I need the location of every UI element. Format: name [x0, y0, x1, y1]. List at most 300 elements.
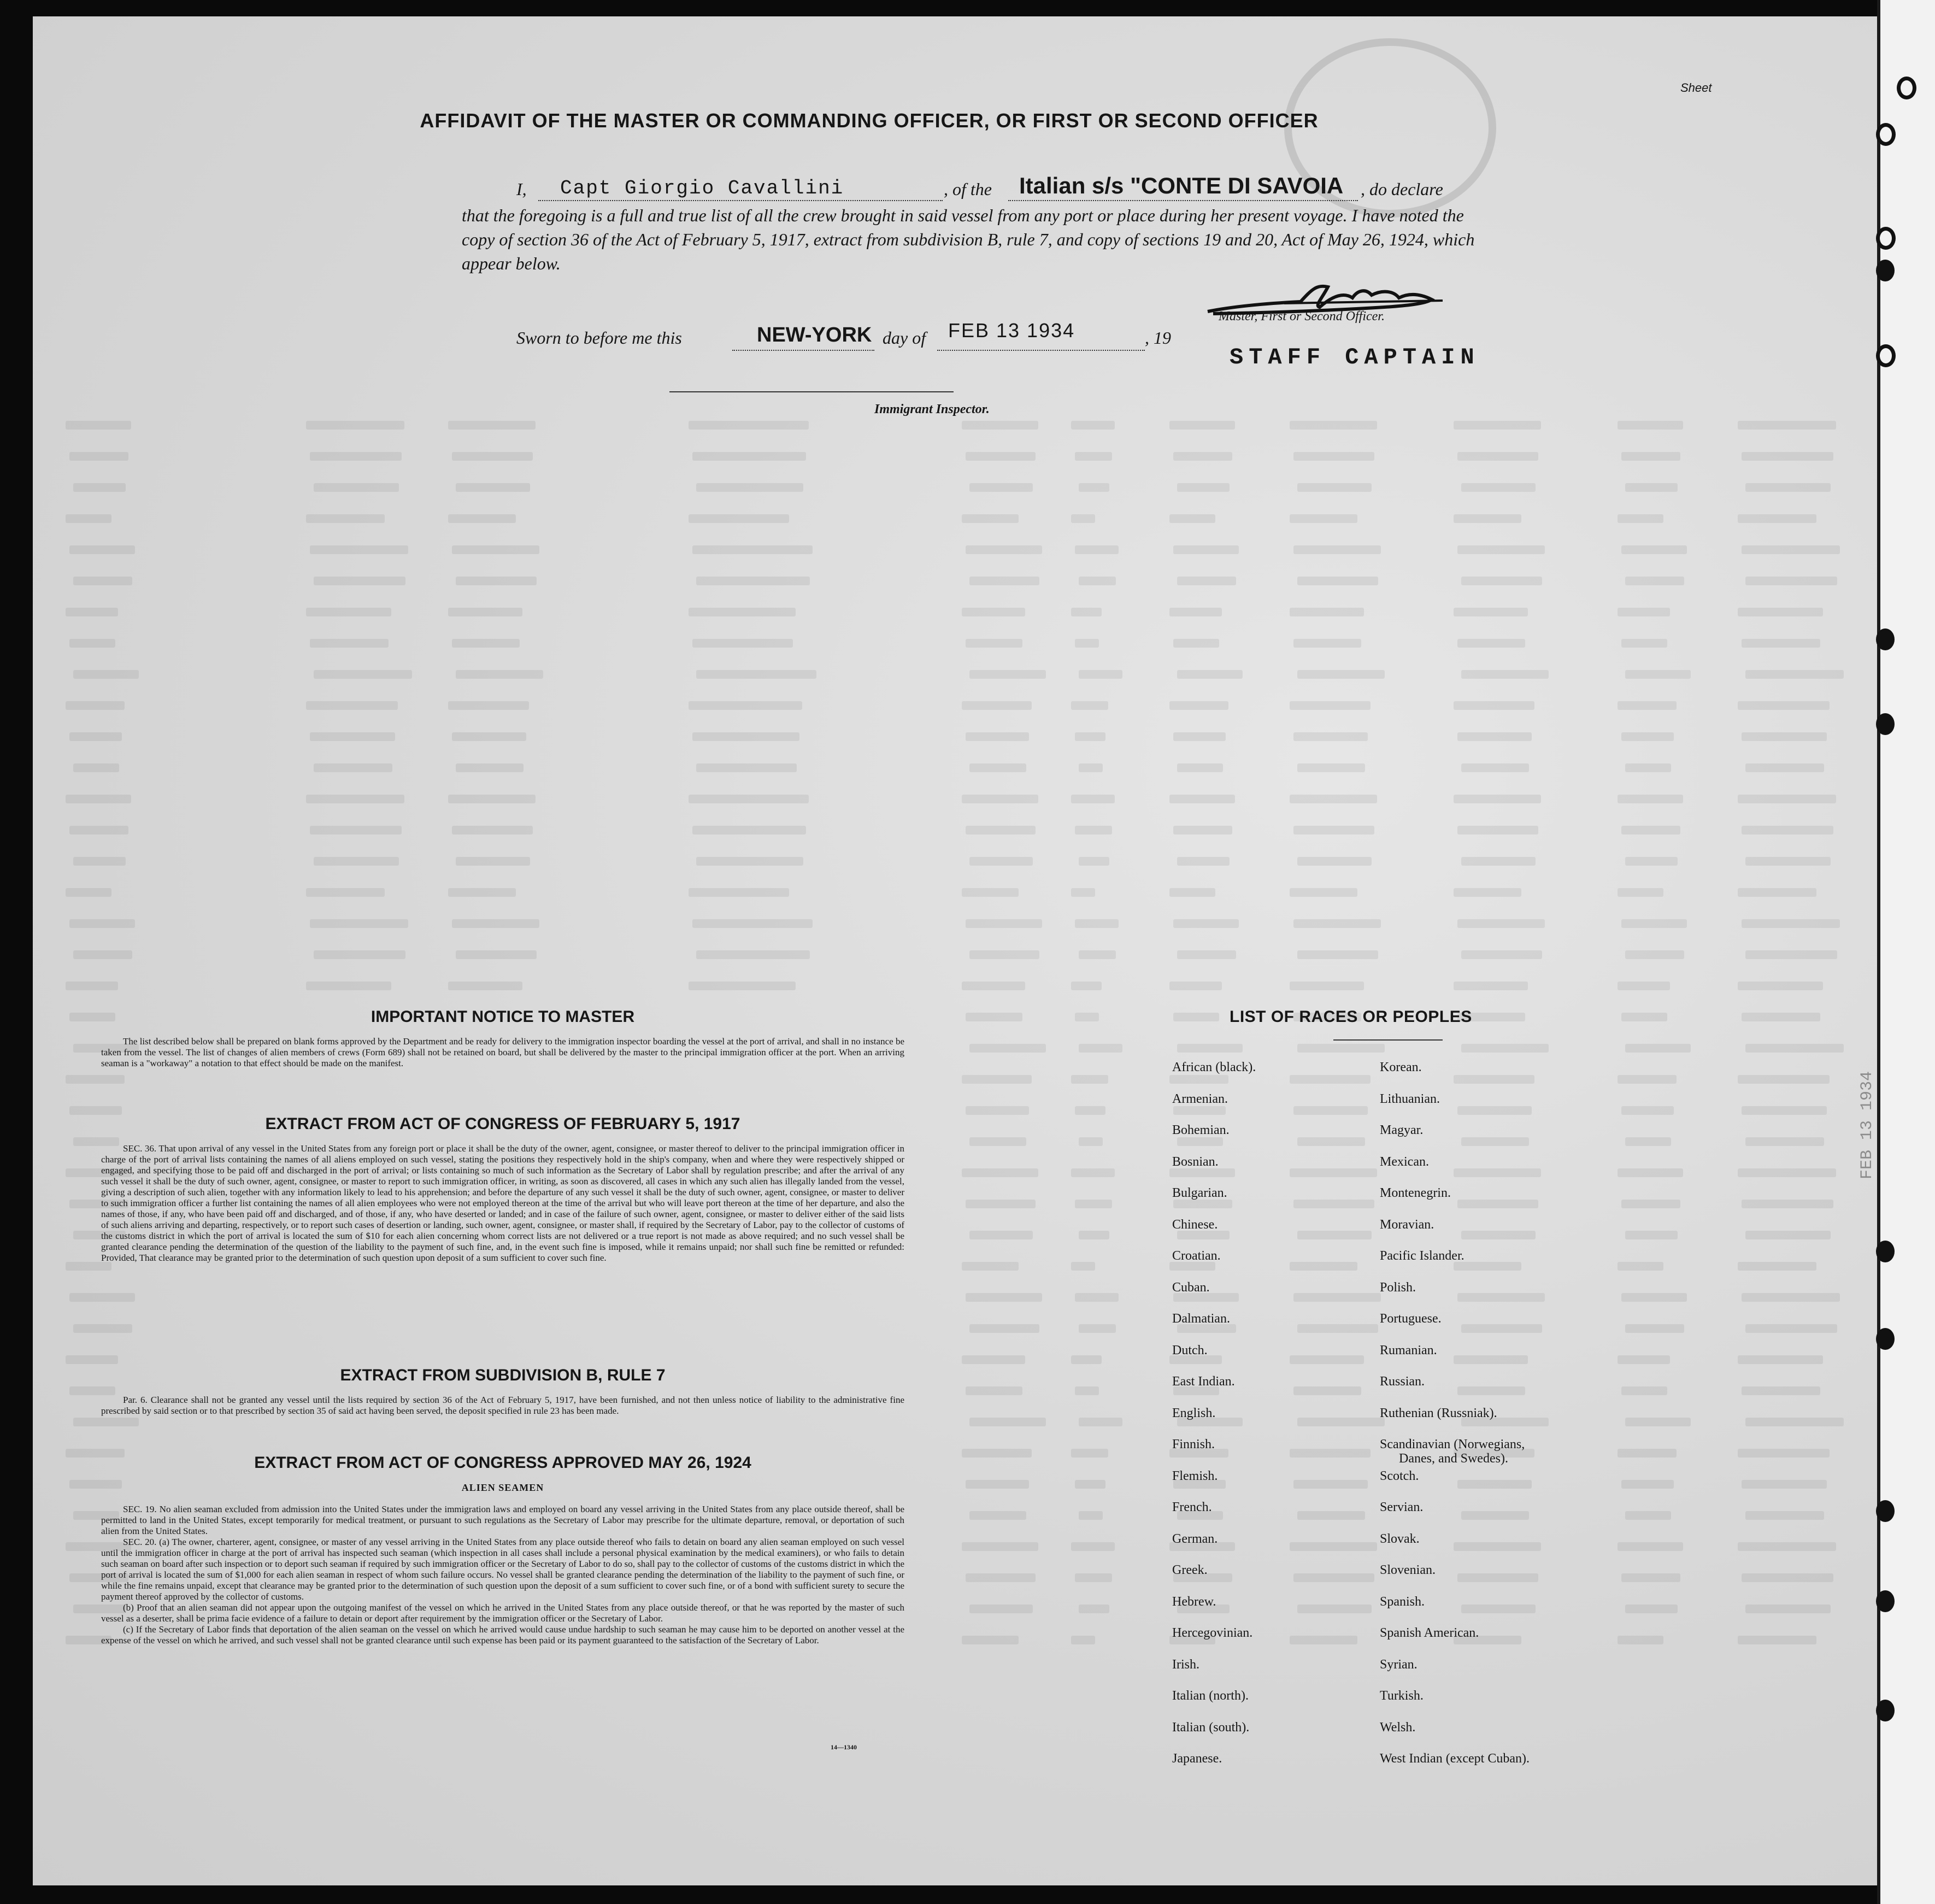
faded-manifest-text [456, 483, 530, 492]
faded-manifest-text [1742, 732, 1827, 741]
faded-manifest-text [314, 483, 399, 492]
faded-manifest-text [1075, 919, 1119, 928]
faded-manifest-text [969, 950, 1039, 959]
faded-manifest-text [1173, 545, 1239, 554]
faded-manifest-text [1461, 670, 1549, 679]
faded-manifest-text [69, 919, 135, 928]
faded-manifest-text [1071, 514, 1095, 523]
faded-manifest-text [1738, 1542, 1836, 1551]
faded-manifest-text [689, 608, 796, 616]
affidavit-body: that the foregoing is a full and true list of all the crew brought in said vessel from any port or place during her present voyage. I have noted the copy of section 36 of the Act of February 5, 1917, extract from subdivision B, rule 7, and copy of sections 19 and 20, Act of May 26, 1924, which appear below. [462, 205, 1475, 273]
faded-manifest-text [966, 826, 1036, 835]
faded-manifest-text [1297, 1324, 1378, 1333]
faded-manifest-text [1169, 608, 1222, 616]
faded-manifest-text [1293, 1480, 1368, 1489]
race-entry: Bohemian. [1172, 1123, 1230, 1137]
faded-manifest-text [966, 1200, 1036, 1208]
faded-manifest-text [310, 919, 408, 928]
faded-manifest-text [689, 982, 796, 990]
faded-manifest-text [66, 888, 111, 897]
race-entry: Pacific Islander. [1380, 1249, 1465, 1263]
notice-title: IMPORTANT NOTICE TO MASTER [370, 1008, 635, 1026]
faded-manifest-text [696, 577, 810, 585]
faded-manifest-text [1625, 763, 1671, 772]
vessel-name: Italian s/s "CONTE DI SAVOIA [1019, 173, 1344, 198]
faded-manifest-text [962, 514, 1019, 523]
faded-manifest-text [1618, 795, 1683, 803]
faded-manifest-text [1738, 888, 1816, 897]
faded-manifest-text [73, 763, 119, 772]
faded-manifest-text [306, 888, 385, 897]
faded-manifest-text [452, 639, 520, 648]
faded-manifest-text [1618, 701, 1677, 710]
faded-manifest-text [1738, 982, 1823, 990]
faded-manifest-text [1071, 421, 1115, 430]
faded-manifest-text [1075, 452, 1112, 461]
faded-manifest-text [1618, 888, 1663, 897]
faded-manifest-text [1745, 1605, 1831, 1613]
faded-manifest-text [1454, 982, 1528, 990]
faded-manifest-text [1461, 763, 1529, 772]
faded-manifest-text [689, 421, 809, 430]
sec-20a-text: SEC. 20. (a) The owner, charterer, agent, consignee, or master of any vessel arriving in the United States from any place outside thereof who fails to detain on board any alien seaman employed on such vessel until the immigration officer in charge at the port of arrival has inspected such seaman (which inspection in all cases shall include a personal physical examination by the medical examiners), or who fails to detain such seaman on board after such inspection or to deport such seaman if required by such immigration officer or the Secretary of Labor to do so, shall pay to the collector of customs of the customs district in which the port of arrival is located the sum of $1,000 for each alien seaman in respect of whom such failure occurs. No vessel shall be granted clearance pending the determination of the liability to the payment of such fine, or while the fine remains unpaid, except that clearance may be granted prior to the determination of such question upon the deposit of a sum sufficient to cover such fine, or of a bond with sufficient surety to secure the payment thereof approved by the collector of customs. [101, 1537, 904, 1602]
race-entry: East Indian. [1172, 1374, 1235, 1389]
faded-manifest-text [1290, 1355, 1364, 1364]
of-the-label: , of the [944, 179, 992, 199]
faded-manifest-text [1457, 1293, 1545, 1302]
faded-manifest-text [69, 1106, 122, 1115]
faded-manifest-text [1621, 452, 1680, 461]
binder-hole [1876, 1700, 1895, 1721]
faded-manifest-text [1079, 483, 1109, 492]
sworn-date: FEB 13 1934 [948, 319, 1075, 342]
faded-manifest-text [1457, 639, 1525, 648]
faded-manifest-text [1297, 670, 1385, 679]
faded-manifest-text [1071, 1542, 1115, 1551]
faded-manifest-text [456, 577, 537, 585]
faded-manifest-text [969, 857, 1033, 866]
faded-manifest-text [962, 1542, 1038, 1551]
race-entry: Danes, and Swedes). [1399, 1451, 1508, 1466]
faded-manifest-text [1625, 950, 1684, 959]
faded-manifest-text [1079, 577, 1116, 585]
faded-manifest-text [1290, 701, 1371, 710]
faded-manifest-text [1738, 795, 1836, 803]
faded-manifest-text [1618, 421, 1683, 430]
faded-manifest-text [448, 795, 536, 803]
faded-manifest-text [1621, 1386, 1667, 1395]
faded-manifest-text [1297, 950, 1378, 959]
extract-1917-text: SEC. 36. That upon arrival of any vessel in the United States from any foreign port or place it shall be the duty of the owner, agent, consignee, or master thereof to deliver to the principal immigration officer in charge of the port of arrival lists containing the names of all aliens employed on such vessel, stating the positions they respectively hold in the ship's company, when and where they were respectively shipped or engaged, and specifying those to be paid off and discharged in the port of arrival; or lists containing so much of such information as the Secretary of Labor shall by regulation prescribe; and after the arrival of any such vessel it shall be the duty of such owner, agent, consignee, or master to report to such immigration officer, in writing, as soon as discovered, all cases in which any such alien has illegally landed from the vessel, giving a description of such alien, together with any information likely to lead to his apprehension; and before the departure of any such vessel it shall be the duty of such owner, agent, consignee, or master to deliver to such immigration officer a further list containing the names of all alien employees who were not employed thereon at the time of the arrival but who will leave port thereon at the time of her departure, and also the names of those, if any, who have been paid off and discharged, and of those, if any, who have deserted or landed; and in case of the failure of such owner, agent, consignee, or master to deliver either of the said lists of such aliens arriving and departing, respectively, or to report such cases of desertion or landing, such owner, agent, consignee, or master shall, if required by the Secretary of Labor, pay to the collector of customs of the customs district in which the port of arrival is located the sum of $10 for each alien concerning whom correct lists are not delivered or a true report is not made as above required; and no such vessel shall be granted clearance pending the determination of the question of the liability to the payment of such fine, and, in the event such fine is imposed, while it remains unpaid; nor shall such fine be remitted or refunded: Provided, That clearance may be granted prior to the determination of such question upon deposit of a sum sufficient to cover such fine. [101, 1143, 904, 1263]
faded-manifest-text [1079, 1511, 1103, 1520]
race-entry: Slovak. [1380, 1531, 1420, 1546]
binder-hole [1876, 260, 1895, 281]
race-entry: Moravian. [1380, 1217, 1434, 1232]
faded-manifest-text [1618, 1355, 1670, 1364]
faded-manifest-text [1457, 732, 1532, 741]
faded-manifest-text [1745, 1231, 1831, 1239]
extract-rule7-title: EXTRACT FROM SUBDIVISION B, RULE 7 [340, 1366, 666, 1384]
sec-20b-text: (b) Proof that an alien seaman did not appear upon the outgoing manifest of the vessel on which he arrived in the United States from any place outside thereof, or that he was reported by the master of such vessel as a deserter, shall be prima facie evidence of a failure to detain or deport after requirement by the immigration officer or the Secretary of Labor. [101, 1602, 904, 1624]
faded-manifest-text [969, 1418, 1046, 1426]
faded-manifest-text [1075, 1386, 1099, 1395]
race-entry: French. [1172, 1500, 1212, 1514]
race-entry: Croatian. [1172, 1249, 1221, 1263]
faded-manifest-text [1290, 888, 1357, 897]
faded-manifest-text [1173, 639, 1219, 648]
binder-hole [1876, 227, 1896, 250]
faded-manifest-text [696, 763, 797, 772]
race-entry: Korean. [1380, 1060, 1422, 1074]
faded-manifest-text [1461, 950, 1542, 959]
race-entry: Italian (south). [1172, 1720, 1250, 1735]
faded-manifest-text [1745, 1044, 1844, 1053]
faded-manifest-text [1745, 857, 1831, 866]
faded-manifest-text [1177, 483, 1230, 492]
faded-manifest-text [1173, 1200, 1232, 1208]
faded-manifest-text [1290, 421, 1377, 430]
race-entry: Syrian. [1380, 1657, 1418, 1672]
signer-title: STAFF CAPTAIN [1230, 344, 1480, 371]
faded-manifest-text [1290, 982, 1364, 990]
faded-manifest-text [696, 483, 803, 492]
race-entry: Italian (north). [1172, 1689, 1249, 1703]
faded-manifest-text [966, 1573, 1036, 1582]
faded-manifest-text [1742, 919, 1840, 928]
faded-manifest-text [966, 1293, 1042, 1302]
inspector-label: Immigrant Inspector. [874, 402, 990, 416]
faded-manifest-text [1293, 1386, 1361, 1395]
faded-manifest-text [1169, 1168, 1235, 1177]
faded-manifest-text [1169, 514, 1215, 523]
faded-manifest-text [1738, 514, 1816, 523]
master-name: Capt Giorgio Cavallini [560, 177, 844, 199]
faded-manifest-text [456, 763, 524, 772]
race-entry: Hebrew. [1172, 1594, 1216, 1609]
faded-manifest-text [73, 483, 126, 492]
race-entry: Finnish. [1172, 1437, 1215, 1451]
faded-manifest-text [1290, 1449, 1371, 1458]
faded-manifest-text [1075, 826, 1112, 835]
faded-manifest-text [969, 1044, 1046, 1053]
faded-manifest-text [1461, 483, 1536, 492]
faded-manifest-text [456, 857, 530, 866]
faded-manifest-text [1457, 1573, 1538, 1582]
faded-manifest-text [1621, 1480, 1674, 1489]
faded-manifest-text [1075, 1573, 1112, 1582]
faded-manifest-text [306, 982, 391, 990]
faded-manifest-text [1071, 1355, 1102, 1364]
faded-manifest-text [1738, 421, 1836, 430]
race-entry: Rumanian. [1380, 1343, 1437, 1358]
faded-manifest-text [1454, 421, 1541, 430]
race-entry: Bosnian. [1172, 1154, 1219, 1169]
faded-manifest-text [966, 1480, 1029, 1489]
race-entry: Dalmatian. [1172, 1312, 1230, 1326]
faded-manifest-text [1621, 826, 1680, 835]
faded-manifest-text [1169, 795, 1235, 803]
race-entry: West Indian (except Cuban). [1380, 1752, 1530, 1766]
faded-manifest-text [1618, 1449, 1677, 1458]
faded-manifest-text [73, 670, 139, 679]
faded-manifest-text [969, 1231, 1033, 1239]
faded-manifest-text [1742, 1573, 1833, 1582]
faded-manifest-text [452, 919, 539, 928]
faded-manifest-text [962, 1636, 1019, 1644]
side-stamp: FEB 13 1934 [1858, 1071, 1877, 1180]
faded-manifest-text [1738, 608, 1823, 616]
faded-manifest-text [1075, 732, 1105, 741]
faded-manifest-text [692, 919, 813, 928]
faded-manifest-text [1293, 639, 1361, 648]
faded-manifest-text [1621, 639, 1667, 648]
faded-manifest-text [1621, 919, 1687, 928]
faded-manifest-text [1457, 1480, 1532, 1489]
race-entry: Bulgarian. [1172, 1186, 1227, 1200]
faded-manifest-text [1457, 919, 1545, 928]
faded-manifest-text [1075, 639, 1099, 648]
faded-manifest-text [1071, 701, 1108, 710]
faded-manifest-text [962, 1075, 1032, 1084]
faded-manifest-text [1618, 1262, 1663, 1271]
faded-manifest-text [66, 421, 131, 430]
faded-manifest-text [1742, 1480, 1827, 1489]
faded-manifest-text [966, 545, 1042, 554]
notice-text: The list described below shall be prepared on blank forms approved by the Department and be ready for delivery to the immigration inspector boarding the vessel at the port of arrival, and shall in no instance be taken from the vessel. The list of changes of alien members of crews (Form 689) shall not be retained on board, but shall be delivered by the master to the principal immigration officer at the port. When an arriving seaman is a "workaway" a notation to that effect should be made on the manifest. [101, 1036, 904, 1068]
binder-hole [1876, 628, 1895, 650]
faded-manifest-text [1071, 1075, 1108, 1084]
faded-manifest-text [1079, 1044, 1122, 1053]
faded-manifest-text [314, 950, 405, 959]
faded-manifest-text [306, 795, 404, 803]
faded-manifest-text [969, 577, 1039, 585]
race-entry: Turkish. [1380, 1689, 1424, 1703]
faded-manifest-text [69, 826, 128, 835]
day-of-label: day of [883, 328, 926, 348]
binding-strip [1877, 0, 1935, 1904]
faded-manifest-text [448, 514, 516, 523]
faded-manifest-text [1293, 919, 1381, 928]
faded-manifest-text [456, 670, 543, 679]
faded-manifest-text [1621, 1106, 1674, 1115]
faded-manifest-text [1454, 701, 1534, 710]
faded-manifest-text [692, 545, 813, 554]
year-label: , 19 [1145, 328, 1171, 348]
faded-manifest-text [1169, 701, 1228, 710]
race-entry: Spanish. [1380, 1594, 1425, 1609]
faded-manifest-text [1173, 919, 1239, 928]
faded-manifest-text [1290, 795, 1377, 803]
faded-manifest-text [1079, 1605, 1109, 1613]
race-entry: Ruthenian (Russniak). [1380, 1406, 1497, 1420]
faded-manifest-text [1075, 1293, 1119, 1302]
faded-manifest-text [1297, 1137, 1365, 1146]
faded-manifest-text [1297, 1511, 1365, 1520]
faded-manifest-text [1738, 1449, 1830, 1458]
faded-manifest-text [1071, 982, 1102, 990]
faded-manifest-text [1079, 1137, 1103, 1146]
faded-manifest-text [1625, 670, 1691, 679]
binder-hole [1876, 344, 1896, 367]
faded-manifest-text [66, 795, 131, 803]
race-entry: English. [1172, 1406, 1216, 1420]
faded-manifest-text [310, 826, 402, 835]
faded-manifest-text [1075, 1480, 1105, 1489]
faded-manifest-text [962, 421, 1038, 430]
faded-manifest-text [1742, 452, 1833, 461]
faded-manifest-text [310, 545, 408, 554]
faded-manifest-text [1075, 1200, 1112, 1208]
faded-manifest-text [1290, 1636, 1357, 1644]
faded-manifest-text [1454, 1355, 1528, 1364]
faded-manifest-text [1618, 1168, 1683, 1177]
faded-manifest-text [1177, 763, 1223, 772]
faded-manifest-text [692, 826, 806, 835]
faded-manifest-text [1625, 1324, 1684, 1333]
faded-manifest-text [1075, 545, 1119, 554]
faded-manifest-text [1625, 1511, 1671, 1520]
faded-manifest-text [1618, 982, 1670, 990]
faded-manifest-text [1618, 514, 1663, 523]
faded-manifest-text [310, 639, 389, 648]
faded-manifest-text [1177, 1137, 1223, 1146]
faded-manifest-text [314, 577, 405, 585]
faded-manifest-text [966, 452, 1036, 461]
faded-manifest-text [73, 577, 132, 585]
faded-manifest-text [1625, 1137, 1671, 1146]
faded-manifest-text [1075, 1106, 1105, 1115]
faded-manifest-text [1071, 1262, 1095, 1271]
faded-manifest-text [962, 701, 1032, 710]
race-entry: Scandinavian (Norwegians, [1380, 1437, 1525, 1451]
faded-manifest-text [1173, 452, 1232, 461]
faded-manifest-text [1071, 1168, 1115, 1177]
faded-manifest-text [1625, 1418, 1691, 1426]
faded-manifest-text [1290, 608, 1364, 616]
faded-manifest-text [689, 701, 802, 710]
race-entry: Armenian. [1172, 1091, 1228, 1106]
faded-manifest-text [448, 608, 522, 616]
faded-manifest-text [962, 1168, 1038, 1177]
sworn-line [516, 319, 1227, 353]
faded-manifest-text [692, 639, 793, 648]
sec-20c-text: (c) If the Secretary of Labor finds that deportation of the alien seaman on the vessel on which he arrived would cause undue hardship to such seaman he may cause him to be deported on another vessel at the expense of the vessel on which he arrived, and such vessel shall not be granted clearance until such expense has been paid or its payment guaranteed to the satisfaction of the Secretary of Labor. [101, 1624, 904, 1646]
faded-manifest-text [306, 701, 398, 710]
faded-manifest-text [1457, 1386, 1525, 1395]
faded-manifest-text [969, 670, 1046, 679]
faded-manifest-text [689, 795, 809, 803]
faded-manifest-text [1293, 826, 1374, 835]
faded-manifest-text [962, 608, 1025, 616]
faded-manifest-text [969, 483, 1033, 492]
faded-manifest-text [1738, 701, 1830, 710]
faded-manifest-text [1461, 577, 1542, 585]
faded-manifest-text [1742, 1106, 1827, 1115]
alien-seamen-subtitle: ALIEN SEAMEN [461, 1482, 544, 1493]
race-entry: Flemish. [1172, 1468, 1218, 1483]
faded-manifest-text [1177, 950, 1236, 959]
binder-hole [1876, 1328, 1895, 1350]
faded-manifest-text [1297, 763, 1365, 772]
faded-manifest-text [966, 919, 1042, 928]
faded-manifest-text [1738, 1262, 1816, 1271]
faded-manifest-text [306, 514, 385, 523]
faded-manifest-text [1290, 1262, 1357, 1271]
race-entry: Spanish American. [1380, 1626, 1479, 1640]
faded-manifest-text [448, 888, 516, 897]
faded-manifest-text [1169, 421, 1235, 430]
faded-manifest-text [1742, 826, 1833, 835]
faded-manifest-text [306, 421, 404, 430]
faded-manifest-text [1293, 1573, 1374, 1582]
faded-manifest-text [452, 452, 533, 461]
faded-manifest-text [314, 670, 412, 679]
faded-manifest-text [69, 1386, 115, 1395]
race-entry: Lithuanian. [1380, 1091, 1440, 1106]
faded-manifest-text [1461, 1231, 1536, 1239]
faded-manifest-text [1079, 950, 1116, 959]
faded-manifest-text [1297, 1044, 1385, 1053]
race-entry: Polish. [1380, 1280, 1416, 1295]
race-entry: Welsh. [1380, 1720, 1416, 1735]
faded-manifest-text [69, 452, 128, 461]
faded-manifest-text [1618, 1542, 1683, 1551]
faded-manifest-text [696, 857, 803, 866]
faded-manifest-text [1745, 577, 1837, 585]
faded-manifest-text [310, 732, 395, 741]
form-number: 14—1340 [831, 1743, 857, 1751]
faded-manifest-text [1621, 1293, 1687, 1302]
race-entry: Servian. [1380, 1500, 1424, 1514]
faded-manifest-text [69, 732, 122, 741]
race-entry: African (black). [1172, 1060, 1256, 1074]
i-label: I, [516, 179, 527, 199]
race-entry: Mexican. [1380, 1154, 1429, 1169]
race-entry: Chinese. [1172, 1217, 1218, 1232]
binder-hole [1876, 713, 1895, 735]
faded-manifest-text [1293, 452, 1374, 461]
faded-manifest-text [1461, 857, 1536, 866]
faded-manifest-text [1071, 795, 1115, 803]
faded-manifest-text [696, 950, 810, 959]
faded-manifest-text [969, 1137, 1026, 1146]
faded-manifest-text [448, 421, 536, 430]
faded-manifest-text [1461, 1511, 1529, 1520]
faded-manifest-text [1075, 1013, 1099, 1021]
faded-manifest-text [73, 857, 126, 866]
race-entry: Russian. [1380, 1374, 1425, 1389]
faded-manifest-text [1454, 888, 1521, 897]
faded-manifest-text [1461, 1137, 1529, 1146]
faded-manifest-text [1745, 950, 1837, 959]
faded-manifest-text [1169, 1075, 1228, 1084]
faded-manifest-text [1071, 888, 1095, 897]
extract-1924-title: EXTRACT FROM ACT OF CONGRESS APPROVED MAY 26, 1924 [254, 1454, 751, 1472]
faded-manifest-text [1742, 545, 1840, 554]
faded-manifest-text [1738, 1075, 1830, 1084]
faded-manifest-text [1621, 1573, 1680, 1582]
faded-manifest-text [966, 1013, 1022, 1021]
faded-manifest-text [1454, 608, 1528, 616]
faded-manifest-text [1742, 1386, 1820, 1395]
faded-manifest-text [1290, 1168, 1377, 1177]
faded-manifest-text [314, 763, 392, 772]
faded-manifest-text [1079, 670, 1122, 679]
faded-manifest-text [1079, 1231, 1109, 1239]
faded-manifest-text [1071, 1636, 1095, 1644]
signature-caption: Master, First or Second Officer. [1219, 309, 1385, 324]
faded-manifest-text [1071, 608, 1102, 616]
